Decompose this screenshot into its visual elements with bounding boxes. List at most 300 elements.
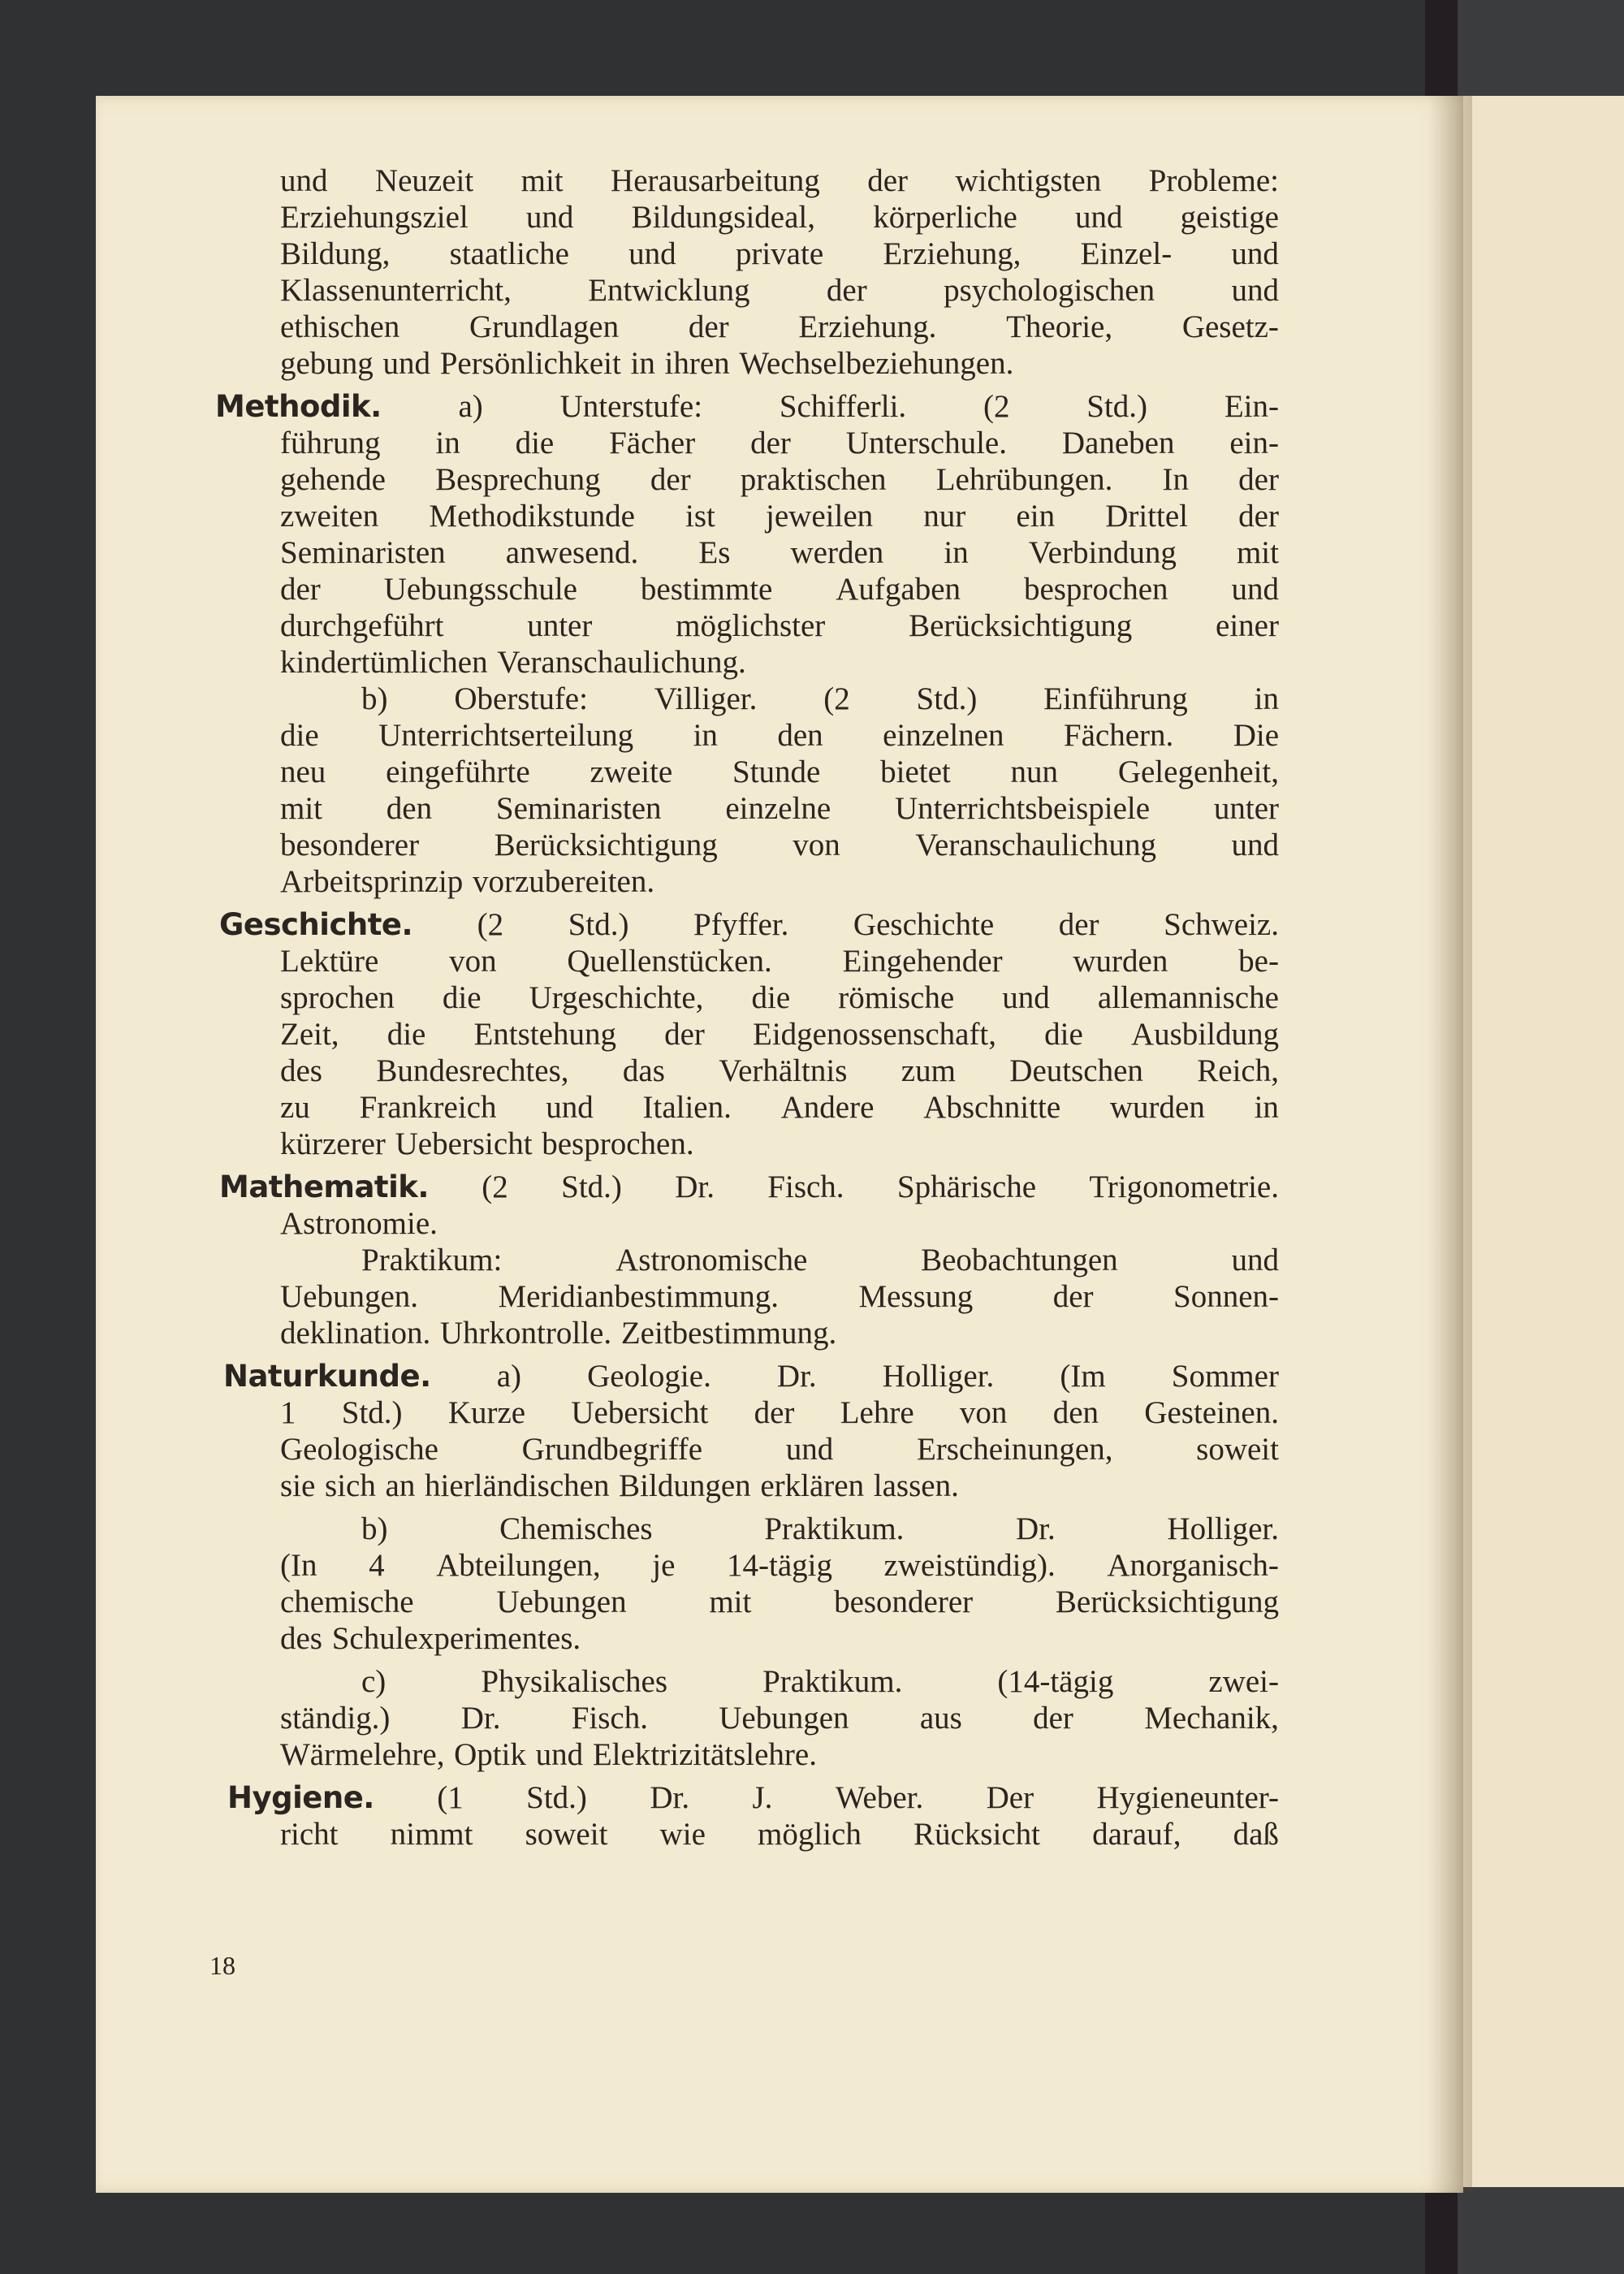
word: in xyxy=(630,346,655,381)
text-line xyxy=(280,1511,1279,1547)
word: in xyxy=(1254,1090,1279,1125)
word: Neuzeit xyxy=(374,163,474,198)
word: Sonnen- xyxy=(1173,1279,1279,1314)
word: Uebungen xyxy=(719,1701,849,1736)
section-heading: Mathematik. xyxy=(219,1169,429,1204)
word: Astronomische xyxy=(615,1243,808,1278)
word: und xyxy=(1231,236,1279,271)
word: 4 xyxy=(369,1548,385,1583)
word: Std.) xyxy=(526,1780,587,1815)
word: den xyxy=(777,718,823,753)
word: sie xyxy=(280,1468,316,1503)
word: Schifferli. xyxy=(779,389,907,424)
word: Schweiz. xyxy=(1164,907,1279,942)
word: Bildungsideal, xyxy=(631,200,816,235)
word: Messung xyxy=(858,1279,974,1314)
word: Std.) xyxy=(561,1169,622,1204)
word: der xyxy=(1052,1279,1094,1314)
word: Praktikum. xyxy=(762,1664,903,1699)
word: Oberstufe: xyxy=(454,681,588,716)
word: je xyxy=(652,1548,676,1583)
word: Physikalisches xyxy=(481,1664,668,1699)
word: Erziehungsziel xyxy=(280,200,469,235)
word: (2 xyxy=(983,389,1010,424)
word: nur xyxy=(923,499,966,534)
text-line xyxy=(280,199,1279,236)
word: Dr. xyxy=(675,1169,715,1204)
text-line xyxy=(280,1431,1279,1468)
word: staatliche xyxy=(449,236,569,271)
word: Pfyffer. xyxy=(693,907,789,942)
word: die xyxy=(751,980,791,1015)
word: besprochen xyxy=(1023,572,1168,607)
word: Kurze xyxy=(447,1395,526,1430)
word: Veranschaulichung. xyxy=(497,645,746,680)
word: 1 xyxy=(280,1395,296,1430)
word: Unterrichtserteilung xyxy=(378,718,634,753)
word: der xyxy=(1238,462,1279,497)
text-line xyxy=(280,717,1279,754)
word: Holliger. xyxy=(1167,1511,1279,1546)
word: die xyxy=(1044,1017,1083,1052)
word: b) xyxy=(361,681,388,716)
word: zwei- xyxy=(1208,1664,1279,1699)
word: Dr. xyxy=(460,1701,501,1736)
word: Der xyxy=(986,1780,1034,1815)
word: Fächer xyxy=(609,426,696,460)
text-line xyxy=(280,979,1279,1016)
word: Bildungen xyxy=(619,1468,751,1503)
word: 14-tägig xyxy=(727,1548,832,1583)
word: Gelegenheit, xyxy=(1117,754,1279,789)
word: Unterrichtsbeispiele xyxy=(895,791,1151,826)
word: In xyxy=(1162,462,1190,497)
word: erklären xyxy=(760,1468,865,1503)
text-line xyxy=(280,1315,1279,1351)
text-line xyxy=(280,1816,1279,1852)
word: und xyxy=(1231,572,1279,607)
text-line xyxy=(280,461,1279,498)
word: der xyxy=(750,426,791,460)
word: und xyxy=(1074,200,1123,235)
word: Entstehung xyxy=(473,1017,616,1052)
word: Geologie. xyxy=(587,1359,711,1394)
word: J. xyxy=(752,1780,773,1815)
text-line xyxy=(280,498,1279,534)
word: Bundesrechtes, xyxy=(376,1053,569,1088)
word: ihren xyxy=(664,346,730,381)
word: Eingehender xyxy=(842,944,1003,979)
page-gutter-shadow xyxy=(1427,96,1472,2193)
word: (1 xyxy=(437,1780,464,1815)
page-body-text xyxy=(215,162,1279,1852)
word: Aufgaben xyxy=(836,572,961,607)
word: Holliger. xyxy=(882,1359,995,1394)
text-line xyxy=(280,644,1279,681)
word: in xyxy=(944,535,969,570)
word: vorzubereiten. xyxy=(472,864,655,899)
word: Std.) xyxy=(568,907,629,942)
word: Berücksichtigung xyxy=(909,608,1133,643)
word: Uebersicht xyxy=(571,1395,709,1430)
text-line xyxy=(280,681,1279,717)
word: b) xyxy=(361,1511,388,1546)
word: sich xyxy=(325,1468,376,1503)
word: a) xyxy=(458,389,483,424)
word: (2 xyxy=(823,681,850,716)
word: deklination. xyxy=(280,1316,431,1351)
word: Uhrkontrolle. xyxy=(439,1316,612,1351)
word: soweit xyxy=(1196,1432,1279,1467)
text-line xyxy=(280,571,1279,607)
word: mit xyxy=(1236,535,1279,570)
word: Eidgenossenschaft, xyxy=(753,1017,997,1052)
word: mit xyxy=(280,791,323,826)
word: Rücksicht xyxy=(913,1817,1040,1852)
section-heading: Methodik. xyxy=(215,389,382,424)
word: (14-tägig xyxy=(997,1664,1114,1699)
word: Arbeitsprinzip xyxy=(280,864,464,899)
word: Gesetz- xyxy=(1181,309,1279,344)
word: zum xyxy=(901,1053,956,1088)
word: Mechanik, xyxy=(1144,1701,1279,1736)
word: lassen. xyxy=(873,1468,959,1503)
word: mit xyxy=(709,1584,752,1619)
word: allemannische xyxy=(1097,980,1279,1015)
word: Ein- xyxy=(1224,389,1279,424)
word: geistige xyxy=(1180,200,1279,235)
word: den xyxy=(386,791,433,826)
word: einzelne xyxy=(725,791,831,826)
word: Trigonometrie. xyxy=(1089,1169,1279,1204)
word: die xyxy=(515,426,555,460)
word: eingeführte xyxy=(386,754,530,789)
word: Sphärische xyxy=(896,1169,1037,1204)
word: in xyxy=(1254,681,1279,716)
word: aus xyxy=(919,1701,962,1736)
section-heading: Geschichte. xyxy=(219,907,413,942)
word: den xyxy=(1052,1395,1099,1430)
word: richt xyxy=(280,1817,339,1852)
word: ist xyxy=(685,499,715,534)
word: Unterschule. xyxy=(845,426,1007,460)
word: psychologischen xyxy=(944,273,1155,308)
text-line xyxy=(280,1053,1279,1089)
word: anwesend. xyxy=(505,535,639,570)
text-line xyxy=(280,1016,1279,1053)
word: Probleme: xyxy=(1148,163,1279,198)
word: und xyxy=(535,1737,584,1772)
text-line xyxy=(280,1089,1279,1126)
word: Erscheinungen, xyxy=(916,1432,1113,1467)
word: Grundlagen xyxy=(469,309,620,344)
text-line xyxy=(215,388,1279,425)
word: von xyxy=(793,828,840,862)
word: besonderer xyxy=(280,828,420,862)
word: das xyxy=(622,1053,665,1088)
word: (Im xyxy=(1060,1359,1106,1394)
word: körperliche xyxy=(873,200,1017,235)
word: Beobachtungen xyxy=(921,1243,1118,1278)
word: unter xyxy=(1213,791,1279,826)
text-line xyxy=(280,1736,1279,1773)
word: und xyxy=(525,200,574,235)
word: daß xyxy=(1233,1817,1279,1852)
word: Frankreich xyxy=(359,1090,497,1125)
word: Hygieneunter- xyxy=(1096,1780,1279,1815)
word: ein- xyxy=(1229,426,1279,460)
word: des xyxy=(280,1621,322,1656)
word: Astronomie. xyxy=(280,1206,438,1241)
word: wurden xyxy=(1109,1090,1205,1125)
word: Entwicklung xyxy=(588,273,750,308)
word: wurden xyxy=(1073,944,1168,979)
word: werden xyxy=(790,535,884,570)
word: an xyxy=(385,1468,416,1503)
word: Praktikum. xyxy=(764,1511,905,1546)
word: führung xyxy=(280,426,381,460)
word: Daneben xyxy=(1061,426,1175,460)
text-line xyxy=(219,906,1279,943)
word: Schulexperimentes. xyxy=(331,1621,581,1656)
text-line xyxy=(280,1547,1279,1584)
text-line xyxy=(280,309,1279,345)
word: des xyxy=(280,1053,322,1088)
word: Persönlichkeit xyxy=(439,346,621,381)
word: ein xyxy=(1016,499,1056,534)
word: Methodikstunde xyxy=(429,499,635,534)
word: zweite xyxy=(590,754,673,789)
word: Abschnitte xyxy=(923,1090,1061,1125)
text-line xyxy=(280,345,1279,382)
text-line xyxy=(280,534,1279,571)
word: der xyxy=(688,309,729,344)
word: Lehre xyxy=(840,1395,914,1430)
word: Abteilungen, xyxy=(436,1548,601,1583)
word: in xyxy=(435,426,460,460)
word: Bildung, xyxy=(280,236,391,271)
word: gebung xyxy=(280,346,374,381)
word: Ausbildung xyxy=(1130,1017,1279,1052)
word: nimmt xyxy=(390,1817,473,1852)
word: Fisch. xyxy=(767,1169,844,1204)
word: Berücksichtigung xyxy=(1055,1584,1279,1619)
word: Unterstufe: xyxy=(559,389,703,424)
word: Verhältnis xyxy=(719,1053,848,1088)
word: möglich xyxy=(758,1817,862,1852)
word: praktischen xyxy=(740,462,887,497)
word: von xyxy=(449,944,497,979)
word: Einführung xyxy=(1043,681,1188,716)
word: Wechselbeziehungen. xyxy=(739,346,1014,381)
word: ständig.) xyxy=(280,1701,391,1736)
word: Chemisches xyxy=(499,1511,653,1546)
word: Reich, xyxy=(1197,1053,1279,1088)
text-line xyxy=(280,790,1279,827)
word: und xyxy=(1231,273,1279,308)
word: zweiten xyxy=(280,499,379,534)
text-line xyxy=(280,1663,1279,1700)
word: einzelnen xyxy=(883,718,1004,753)
section-heading: Hygiene. xyxy=(227,1780,374,1815)
word: Fisch. xyxy=(571,1701,648,1736)
text-line xyxy=(227,1779,1279,1816)
text-line xyxy=(280,236,1279,272)
word: Deutschen xyxy=(1009,1053,1143,1088)
word: Praktikum: xyxy=(361,1243,503,1278)
word: Gesteinen. xyxy=(1144,1395,1279,1430)
word: Seminaristen xyxy=(280,535,446,570)
word: Meridianbestimmung. xyxy=(498,1279,780,1314)
text-line xyxy=(280,1700,1279,1736)
word: Uebersicht xyxy=(395,1126,533,1161)
word: besonderer xyxy=(834,1584,974,1619)
word: der xyxy=(280,572,321,607)
word: Uebungsschule xyxy=(383,572,577,607)
word: die xyxy=(280,718,319,753)
word: be- xyxy=(1238,944,1279,979)
word: soweit xyxy=(525,1817,608,1852)
word: Einzel- xyxy=(1080,236,1173,271)
word: Andere xyxy=(780,1090,875,1125)
word: wie xyxy=(659,1817,706,1852)
word: bestimmte xyxy=(640,572,773,607)
word: ethischen xyxy=(280,309,400,344)
adjacent-page-edge xyxy=(1453,96,1624,2187)
word: Weber. xyxy=(835,1780,924,1815)
word: Geschichte xyxy=(853,907,995,942)
word: Lehrübungen. xyxy=(935,462,1113,497)
page-number: 18 xyxy=(209,1951,235,1980)
word: Quellenstücken. xyxy=(567,944,772,979)
word: chemische xyxy=(280,1584,414,1619)
text-line xyxy=(280,1242,1279,1278)
word: Veranschaulichung xyxy=(915,828,1156,862)
word: der xyxy=(867,163,909,198)
word: Urgeschichte, xyxy=(529,980,704,1015)
word: Villiger. xyxy=(654,681,758,716)
text-line xyxy=(280,272,1279,309)
word: der xyxy=(1238,499,1279,534)
word: bietet xyxy=(880,754,951,789)
text-line xyxy=(280,863,1279,900)
word: Es xyxy=(698,535,731,570)
word: Std.) xyxy=(916,681,978,716)
word: mit xyxy=(520,163,564,198)
word: hierländischen xyxy=(425,1468,610,1503)
word: kürzerer xyxy=(280,1126,386,1161)
text-line xyxy=(280,1278,1279,1315)
text-line xyxy=(223,1358,1279,1394)
word: Dr. xyxy=(1016,1511,1056,1546)
word: Optik xyxy=(454,1737,526,1772)
word: von xyxy=(959,1395,1008,1430)
word: (2 xyxy=(477,907,504,942)
text-line xyxy=(280,1394,1279,1431)
text-line xyxy=(280,1468,1279,1504)
word: gehende xyxy=(280,462,386,497)
word: Erziehung. xyxy=(798,309,937,344)
word: in xyxy=(693,718,718,753)
text-line xyxy=(280,1620,1279,1657)
word: Zeit, xyxy=(280,1017,339,1052)
word: unter xyxy=(527,608,593,643)
word: kindertümlichen xyxy=(280,645,488,680)
word: a) xyxy=(496,1359,522,1394)
word: einer xyxy=(1216,608,1279,643)
word: Italien. xyxy=(642,1090,732,1125)
word: Grundbegriffe xyxy=(521,1432,703,1467)
word: und xyxy=(546,1090,594,1125)
word: der xyxy=(1033,1701,1073,1736)
word: der xyxy=(664,1017,705,1052)
word: Elektrizitätslehre. xyxy=(592,1737,817,1772)
text-line xyxy=(280,607,1279,644)
word: Erziehung, xyxy=(883,236,1021,271)
word: (2 xyxy=(482,1169,508,1204)
word: der xyxy=(754,1395,795,1430)
word: Std.) xyxy=(341,1395,403,1430)
section-heading: Naturkunde. xyxy=(223,1359,431,1394)
word: und xyxy=(382,346,430,381)
text-line xyxy=(280,1205,1279,1242)
word: darauf, xyxy=(1092,1817,1181,1852)
word: Sommer xyxy=(1171,1359,1279,1394)
word: zweistündig). xyxy=(883,1548,1056,1583)
word: Dr. xyxy=(776,1359,817,1394)
text-line xyxy=(280,1126,1279,1162)
word: Uebungen. xyxy=(280,1279,419,1314)
word: private xyxy=(735,236,824,271)
word: zu xyxy=(280,1090,310,1125)
text-line xyxy=(280,162,1279,199)
word: und xyxy=(1231,828,1279,862)
word: die xyxy=(387,1017,426,1052)
word: römische xyxy=(838,980,955,1015)
word: c) xyxy=(361,1664,387,1699)
word: jeweilen xyxy=(766,499,874,534)
word: und xyxy=(1002,980,1050,1015)
word: Anorganisch- xyxy=(1107,1548,1279,1583)
word: besprochen. xyxy=(542,1126,694,1161)
word: (In xyxy=(280,1548,317,1583)
word: Wärmelehre, xyxy=(280,1737,445,1772)
word: Std.) xyxy=(1086,389,1148,424)
word: und xyxy=(628,236,676,271)
word: Herausarbeitung xyxy=(611,163,820,198)
word: der xyxy=(826,273,867,308)
word: und xyxy=(785,1432,834,1467)
word: Klassenunterricht, xyxy=(280,273,512,308)
word: Theorie, xyxy=(1006,309,1113,344)
text-line xyxy=(280,1584,1279,1620)
word: die xyxy=(442,980,482,1015)
word: sprochen xyxy=(280,980,395,1015)
word: durchgeführt xyxy=(280,608,444,643)
word: Uebungen xyxy=(496,1584,627,1619)
word: nun xyxy=(1010,754,1059,789)
word: und xyxy=(1231,1243,1279,1278)
word: und xyxy=(280,163,328,198)
word: wichtigsten xyxy=(955,163,1102,198)
text-line xyxy=(219,1169,1279,1205)
text-line xyxy=(280,754,1279,790)
word: Drittel xyxy=(1105,499,1189,534)
word: neu xyxy=(280,754,326,789)
word: Zeitbestimmung. xyxy=(620,1316,837,1351)
word: Besprechung xyxy=(435,462,601,497)
word: Lektüre xyxy=(280,944,379,979)
